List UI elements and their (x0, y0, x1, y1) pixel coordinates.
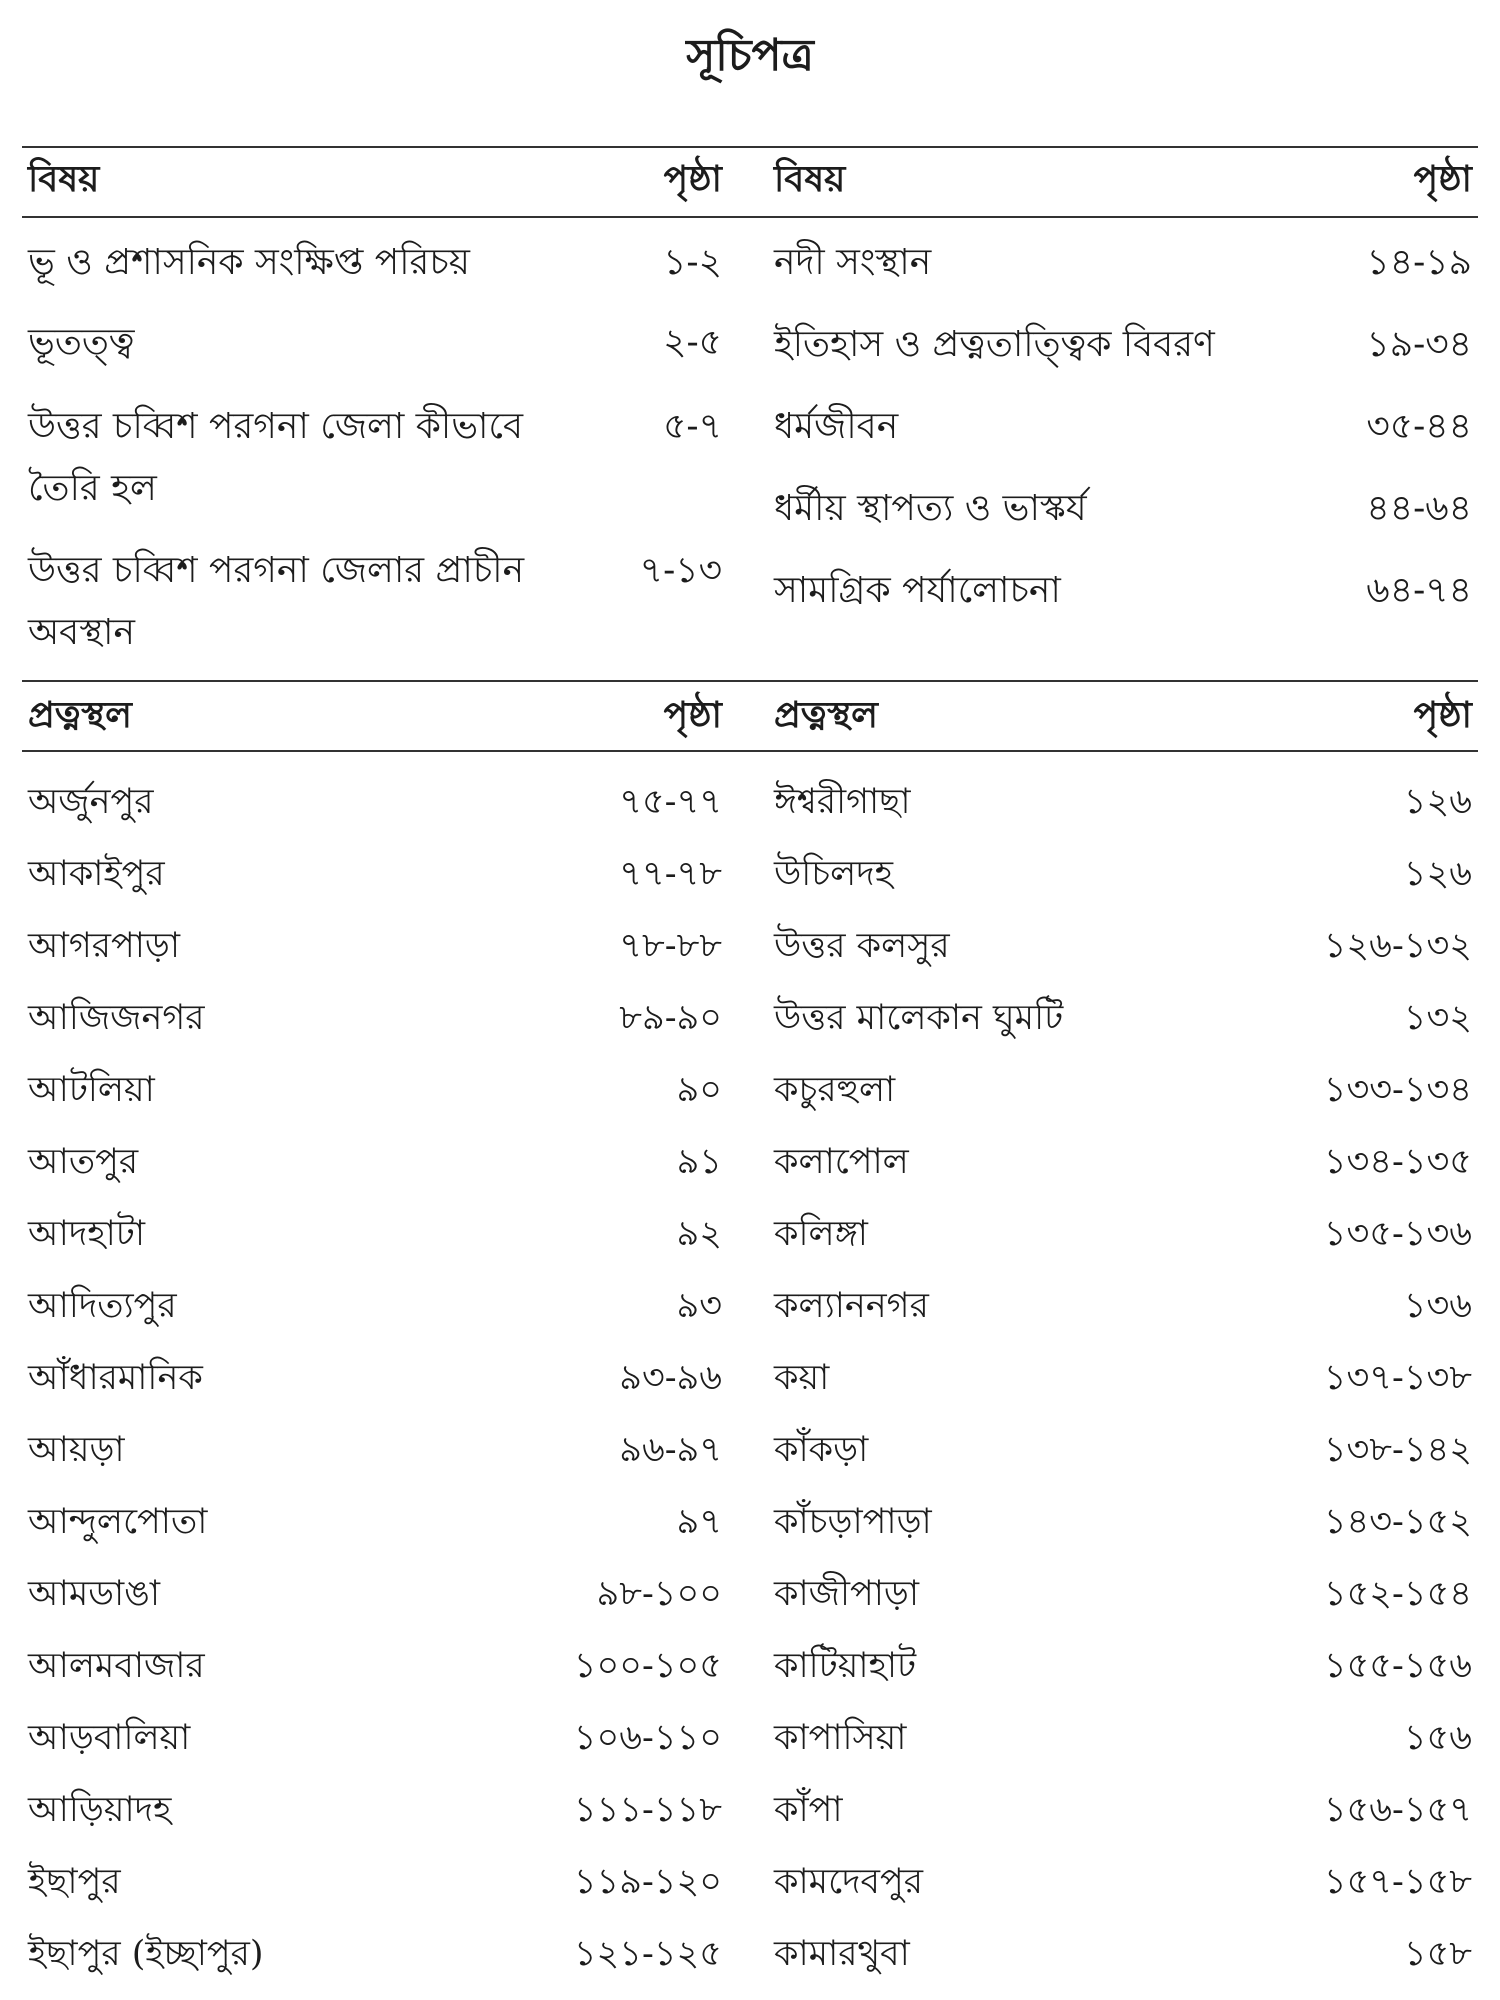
entry-page: ১৫৬ (1403, 1718, 1472, 1758)
entry-page: ১২১-১২৫ (573, 1934, 722, 1974)
entry-page: ১৫৭-১৫৮ (1323, 1862, 1472, 1902)
site-name: আটলিয়া (28, 1070, 155, 1110)
toc-entry[interactable] (774, 1270, 1472, 1342)
toc-entry[interactable] (28, 1846, 722, 1918)
entry-page: ৭-১৩ (639, 550, 722, 591)
entry-page: ১৩৩-১৩৪ (1323, 1070, 1472, 1110)
entry-page: ৯৭ (676, 1502, 722, 1542)
toc-entry[interactable] (28, 1630, 722, 1702)
site-name: কল্যাননগর (774, 1286, 929, 1326)
entry-page: ১২৬ (1403, 782, 1472, 822)
entry-title: ভূ ও প্রশাসনিক সংক্ষিপ্ত পরিচয় (28, 242, 470, 283)
toc-entry[interactable] (774, 1342, 1472, 1414)
entry-page: ১৫২-১৫৪ (1323, 1574, 1472, 1614)
entry-page: ৯৩-৯৬ (619, 1358, 722, 1398)
site-name: আকাইপুর (28, 854, 165, 894)
site-header: প্রত্নস্থল (774, 694, 878, 736)
toc-entry[interactable] (28, 1774, 722, 1846)
site-name: কামারথুবা (774, 1934, 910, 1974)
toc-entry[interactable] (28, 1918, 722, 1990)
page-title: সূচিপত্র (686, 30, 814, 81)
site-name: ইছাপুর (28, 1862, 121, 1902)
toc-entry[interactable] (774, 1486, 1472, 1558)
toc-entry[interactable] (28, 1486, 722, 1558)
header-rule (22, 216, 1478, 218)
toc-entry[interactable] (28, 1126, 722, 1198)
section1-left-header (28, 152, 722, 212)
toc-entry[interactable] (28, 1702, 722, 1774)
entry-page: ১২৬-১৩২ (1323, 926, 1472, 966)
site-name: আদহাটা (28, 1214, 145, 1254)
site-name: আতপুর (28, 1142, 139, 1182)
section2-right-column (774, 766, 1472, 1990)
top-rule (22, 146, 1478, 148)
entry-page: ৬৪-৭৪ (1366, 570, 1472, 611)
section2-left-column (28, 766, 722, 1990)
entry-page: ১৯-৩৪ (1366, 324, 1472, 365)
entry-page: ১-২ (663, 242, 722, 283)
toc-entry[interactable] (28, 838, 722, 910)
site-name: আমডাঙা (28, 1574, 160, 1614)
entry-title: ইতিহাস ও প্রত্নতাত্ত্বিক বিবরণ (774, 324, 1215, 365)
site-name: আদিত্যপুর (28, 1286, 177, 1326)
site-name: আগরপাড়া (28, 926, 181, 966)
entry-page: ১১১-১১৮ (573, 1790, 722, 1830)
entry-page: ১৫৮ (1403, 1934, 1472, 1974)
section1-right-header (774, 152, 1472, 212)
site-name: আঁধারমানিক (28, 1358, 203, 1398)
site-name: ঈশ্বরীগাছা (774, 782, 911, 822)
site-name: আড়িয়াদহ (28, 1790, 172, 1830)
entry-page: ১৩৬ (1403, 1286, 1472, 1326)
section1-left-column (28, 232, 722, 662)
site-name: ইছাপুর (ইচ্ছাপুর) (28, 1934, 264, 1974)
site-name: আড়বালিয়া (28, 1718, 191, 1758)
toc-entry[interactable] (28, 1342, 722, 1414)
entry-page: ১০৬-১১০ (573, 1718, 722, 1758)
toc-entry[interactable] (774, 1414, 1472, 1486)
entry-title: ভূতত্ত্ব (28, 322, 135, 363)
site-name: আয়ড়া (28, 1430, 125, 1470)
entry-page: ৫-৭ (663, 406, 722, 447)
toc-entry[interactable] (28, 1054, 722, 1126)
site-name: কাঁচড়াপাড়া (774, 1502, 932, 1542)
site-name: আন্দুলপোতা (28, 1502, 208, 1542)
entry-title: সামগ্রিক পর্যালোচনা (774, 570, 1061, 611)
site-name: কাটিয়াহাট (774, 1646, 917, 1686)
toc-entry[interactable] (774, 1198, 1472, 1270)
entry-page: ৯৬-৯৭ (619, 1430, 722, 1470)
page-header: পৃষ্ঠা (1413, 158, 1472, 200)
entry-page: ১৫৬-১৫৭ (1323, 1790, 1472, 1830)
entry-title: নদী সংস্থান (774, 242, 932, 283)
toc-entry[interactable] (774, 1774, 1472, 1846)
entry-page: ১৪-১৯ (1366, 242, 1472, 283)
site-name: কলিঙ্গা (774, 1214, 868, 1254)
page-header: পৃষ্ঠা (663, 158, 722, 200)
entry-page: ১৩৫-১৩৬ (1323, 1214, 1472, 1254)
toc-entry[interactable] (28, 1414, 722, 1486)
page-header: পৃষ্ঠা (1413, 694, 1472, 736)
entry-page: ৮৯-৯০ (619, 998, 722, 1038)
subject-header: বিষয় (28, 158, 100, 200)
section2-top-rule (22, 680, 1478, 682)
entry-page: ১০০-১০৫ (573, 1646, 722, 1686)
toc-entry[interactable] (774, 1630, 1472, 1702)
toc-entry[interactable] (774, 1918, 1472, 1990)
entry-page: ৩৫-৪৪ (1366, 406, 1472, 447)
toc-entry[interactable] (28, 766, 722, 838)
site-header: প্রত্নস্থল (28, 694, 132, 736)
site-name: কচুরহুলা (774, 1070, 896, 1110)
entry-page: ৯০ (676, 1070, 722, 1110)
site-name: উত্তর মালেকান ঘুমটি (774, 998, 1064, 1038)
entry-title: উত্তর চব্বিশ পরগনা জেলার প্রাচীন অবস্থান (28, 550, 525, 653)
entry-page: ৭৭-৭৮ (619, 854, 722, 894)
site-name: কাঁপা (774, 1790, 843, 1830)
entry-page: ৯৩ (676, 1286, 722, 1326)
entry-page: ১৪৩-১৫২ (1323, 1502, 1472, 1542)
toc-entry[interactable] (774, 1558, 1472, 1630)
site-name: উত্তর কলসুর (774, 926, 950, 966)
site-name: কয়া (774, 1358, 830, 1398)
section1-right-column (774, 232, 1472, 632)
entry-page: ১১৯-১২০ (573, 1862, 722, 1902)
toc-entry[interactable] (774, 838, 1472, 910)
toc-entry[interactable] (28, 982, 722, 1054)
entry-page: ৯৮-১০০ (596, 1574, 722, 1614)
site-name: আলমবাজার (28, 1646, 205, 1686)
entry-page: ২-৫ (663, 322, 722, 363)
entry-page: ১৩২ (1403, 998, 1472, 1038)
site-name: কলাপোল (774, 1142, 909, 1182)
site-name: কাপাসিয়া (774, 1718, 907, 1758)
toc-entry[interactable] (28, 1558, 722, 1630)
toc-entry[interactable] (774, 766, 1472, 838)
entry-page: ৭৫-৭৭ (619, 782, 722, 822)
toc-entry[interactable] (774, 1126, 1472, 1198)
site-name: কাঁকড়া (774, 1430, 869, 1470)
site-name: অর্জুনপুর (28, 782, 154, 822)
toc-entry[interactable] (28, 1270, 722, 1342)
entry-page: ১৩৮-১৪২ (1323, 1430, 1472, 1470)
toc-entry[interactable] (774, 982, 1472, 1054)
site-name: কামদেবপুর (774, 1862, 924, 1902)
page-header: পৃষ্ঠা (663, 694, 722, 736)
section2-left-header (28, 688, 722, 748)
site-name: উচিলদহ (774, 854, 894, 894)
entry-page: ১২৬ (1403, 854, 1472, 894)
entry-page: ১৩৪-১৩৫ (1323, 1142, 1472, 1182)
section2-header-rule (22, 750, 1478, 752)
site-name: আজিজনগর (28, 998, 205, 1038)
entry-page: ৯২ (676, 1214, 722, 1254)
entry-title: উত্তর চব্বিশ পরগনা জেলা কীভাবে তৈরি হল (28, 406, 524, 509)
entry-title: ধর্মীয় স্থাপত্য ও ভাস্কর্য (774, 488, 1087, 529)
entry-page: ৭৮-৮৮ (619, 926, 722, 966)
toc-entry[interactable] (28, 1198, 722, 1270)
toc-entry[interactable] (774, 1846, 1472, 1918)
toc-entry[interactable] (28, 910, 722, 982)
entry-page: ৯১ (676, 1142, 722, 1182)
toc-entry[interactable] (774, 910, 1472, 982)
toc-entry[interactable] (774, 1054, 1472, 1126)
entry-title: ধর্মজীবন (774, 406, 899, 447)
entry-page: ১৫৫-১৫৬ (1323, 1646, 1472, 1686)
toc-entry[interactable] (774, 1702, 1472, 1774)
subject-header: বিষয় (774, 158, 846, 200)
section2-right-header (774, 688, 1472, 748)
entry-page: ১৩৭-১৩৮ (1323, 1358, 1472, 1398)
entry-page: ৪৪-৬৪ (1366, 488, 1472, 529)
site-name: কাজীপাড়া (774, 1574, 920, 1614)
